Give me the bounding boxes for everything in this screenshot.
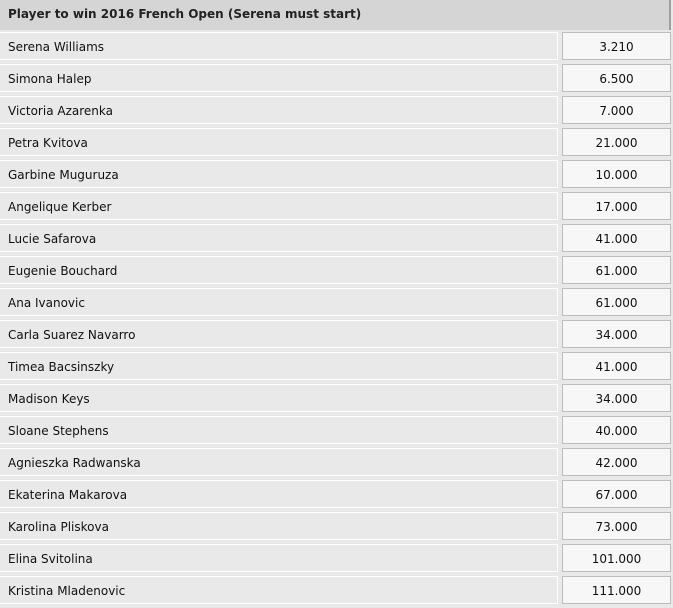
player-name-cell: [0, 544, 558, 572]
selection-row: [0, 190, 671, 222]
player-name-cell: [0, 416, 558, 444]
odds-button[interactable]: [562, 416, 671, 444]
player-name-cell: [0, 448, 558, 476]
odds-button[interactable]: [562, 352, 671, 380]
odds-value: 42.000: [595, 456, 638, 470]
player-name: Petra Kvitova: [8, 136, 88, 150]
market-title: Player to win 2016 French Open (Serena must start): [8, 7, 362, 21]
odds-button[interactable]: [562, 576, 671, 604]
selection-row: [0, 318, 671, 350]
selection-row: [0, 414, 671, 446]
odds-button[interactable]: [562, 384, 671, 412]
odds-value: 67.000: [595, 488, 638, 502]
player-name-cell: [0, 512, 558, 540]
odds-value: 101.000: [591, 552, 642, 566]
player-name-cell: [0, 96, 558, 124]
odds-value: 73.000: [595, 520, 638, 534]
odds-button[interactable]: [562, 160, 671, 188]
selection-row: [0, 542, 671, 574]
player-name-cell: [0, 480, 558, 508]
selection-row: [0, 158, 671, 190]
selection-row: [0, 62, 671, 94]
player-name: Elina Svitolina: [8, 552, 93, 566]
player-name: Ana Ivanovic: [8, 296, 85, 310]
player-name: Ekaterina Makarova: [8, 488, 128, 502]
player-name: Kristina Mladenovic: [8, 584, 126, 598]
player-name: Simona Halep: [8, 72, 92, 86]
odds-button[interactable]: [562, 256, 671, 284]
odds-button[interactable]: [562, 64, 671, 92]
selections-list: [0, 30, 671, 606]
odds-button[interactable]: [562, 128, 671, 156]
player-name-cell: [0, 320, 558, 348]
odds-button[interactable]: [562, 448, 671, 476]
player-name: Garbine Muguruza: [8, 168, 119, 182]
selection-row: [0, 446, 671, 478]
odds-value: 61.000: [595, 264, 638, 278]
player-name: Madison Keys: [8, 392, 90, 406]
player-name: Agnieszka Radwanska: [8, 456, 141, 470]
player-name: Angelique Kerber: [8, 200, 112, 214]
player-name-cell: [0, 576, 558, 604]
selection-row: [0, 382, 671, 414]
odds-value: 21.000: [595, 136, 638, 150]
selection-row: [0, 478, 671, 510]
player-name: Karolina Pliskova: [8, 520, 109, 534]
selection-row: [0, 94, 671, 126]
player-name-cell: [0, 160, 558, 188]
odds-button[interactable]: [562, 224, 671, 252]
odds-button[interactable]: [562, 288, 671, 316]
player-name: Timea Bacsinszky: [8, 360, 115, 374]
odds-value: 40.000: [595, 424, 638, 438]
player-name-cell: [0, 192, 558, 220]
player-name: Carla Suarez Navarro: [8, 328, 136, 342]
odds-value: 34.000: [595, 328, 638, 342]
player-name: Lucie Safarova: [8, 232, 97, 246]
odds-value: 34.000: [595, 392, 638, 406]
odds-button[interactable]: [562, 192, 671, 220]
selection-row: [0, 254, 671, 286]
odds-value: 111.000: [591, 584, 642, 598]
selection-row: [0, 574, 671, 606]
odds-value: 17.000: [595, 200, 638, 214]
selection-row: [0, 350, 671, 382]
odds-button[interactable]: [562, 32, 671, 60]
selection-row: [0, 222, 671, 254]
odds-value: 41.000: [595, 360, 638, 374]
player-name-cell: [0, 352, 558, 380]
market-header: [0, 0, 671, 30]
odds-value: 41.000: [595, 232, 638, 246]
odds-button[interactable]: [562, 480, 671, 508]
player-name: Eugenie Bouchard: [8, 264, 118, 278]
odds-button[interactable]: [562, 320, 671, 348]
player-name-cell: [0, 256, 558, 284]
player-name: Victoria Azarenka: [8, 104, 113, 118]
player-name-cell: [0, 32, 558, 60]
odds-button[interactable]: [562, 512, 671, 540]
odds-value: 61.000: [595, 296, 638, 310]
player-name-cell: [0, 64, 558, 92]
odds-value: 3.210: [599, 40, 634, 54]
selection-row: [0, 30, 671, 62]
odds-button[interactable]: [562, 544, 671, 572]
odds-value: 7.000: [599, 104, 634, 118]
player-name-cell: [0, 384, 558, 412]
player-name: Sloane Stephens: [8, 424, 109, 438]
selection-row: [0, 286, 671, 318]
player-name-cell: [0, 288, 558, 316]
odds-value: 6.500: [599, 72, 634, 86]
selection-row: [0, 510, 671, 542]
selection-row: [0, 126, 671, 158]
player-name-cell: [0, 128, 558, 156]
player-name-cell: [0, 224, 558, 252]
odds-button[interactable]: [562, 96, 671, 124]
odds-value: 10.000: [595, 168, 638, 182]
player-name: Serena Williams: [8, 40, 105, 54]
